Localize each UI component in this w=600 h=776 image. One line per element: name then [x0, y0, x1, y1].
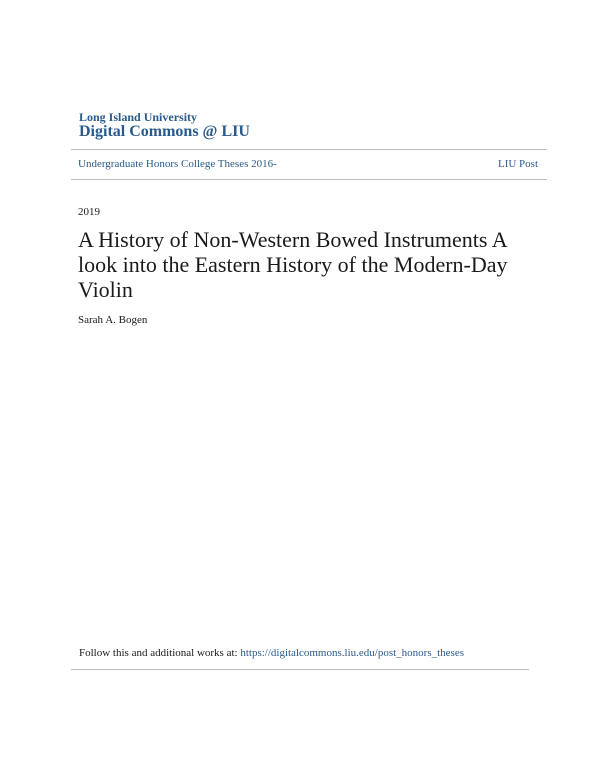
campus-link[interactable]: LIU Post — [497, 158, 538, 170]
footer-text — [79, 647, 464, 660]
author-name: Sarah A. Bogen — [78, 314, 148, 326]
collection-link[interactable]: Undergraduate Honors College Theses 2016- — [78, 158, 277, 170]
repository-link[interactable]: Digital Commons @ LIU — [79, 123, 250, 140]
header-rule-top — [71, 149, 547, 150]
document-title: A History of Non-Western Bowed Instruments A look into the Eastern History of the Modern-Day Violin — [78, 227, 508, 302]
footer-link[interactable]: https://digitalcommons.liu.edu/post_honors_theses — [240, 647, 464, 659]
header-rule-bottom — [71, 179, 547, 180]
footer-prefix: Follow this and additional works at: — [79, 647, 241, 659]
publication-year: 2019 — [78, 206, 100, 218]
institution-name: Long Island University — [79, 110, 198, 124]
footer-rule — [71, 669, 529, 670]
